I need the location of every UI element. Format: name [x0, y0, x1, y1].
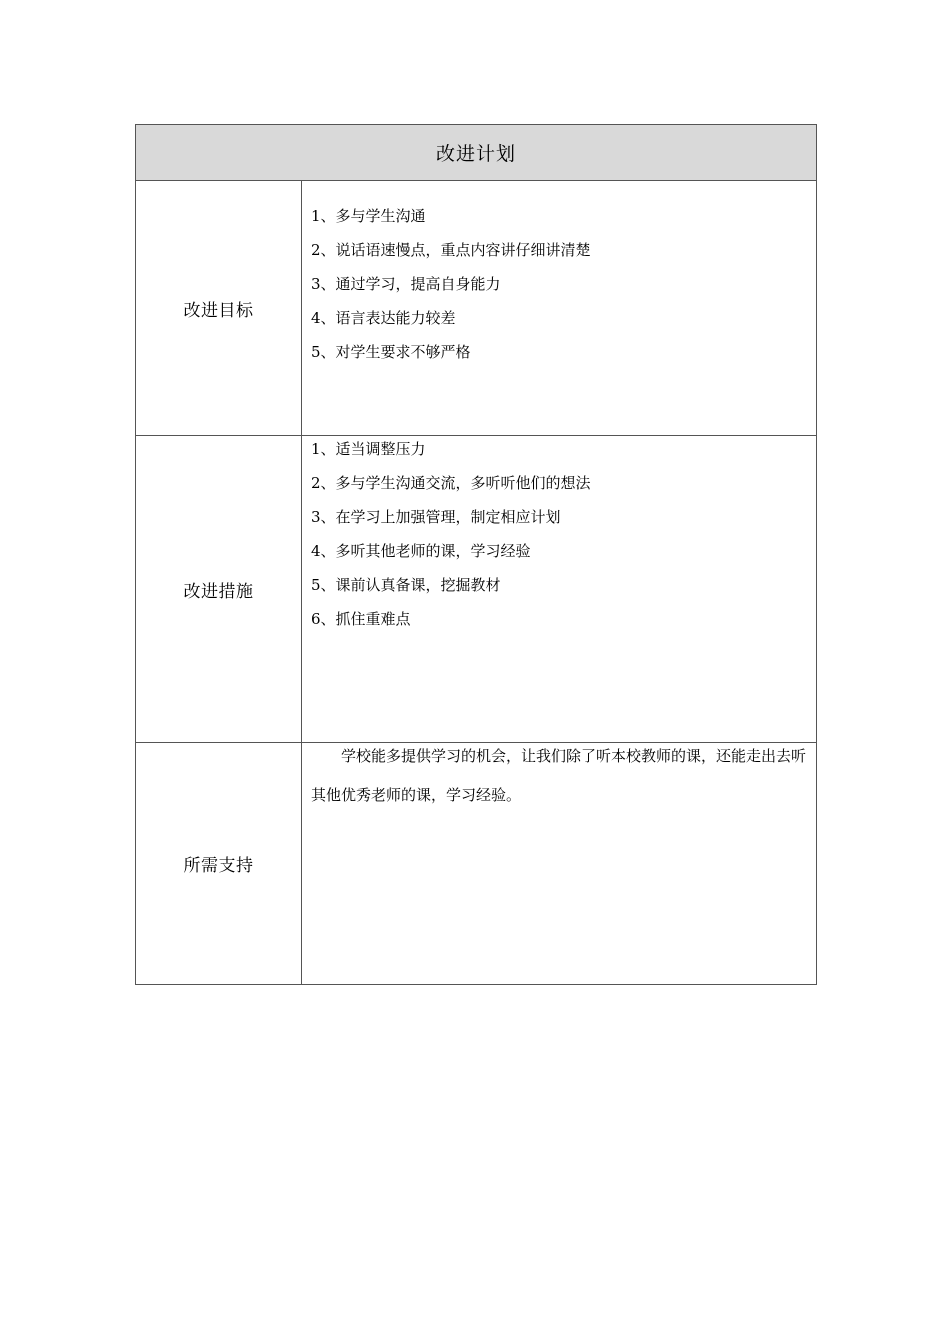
list-item: 6、抓住重难点 — [311, 610, 411, 628]
row-label-goals: 改进目标 — [136, 181, 302, 436]
row-label-measures: 改进措施 — [136, 436, 302, 743]
improvement-plan-table — [135, 124, 817, 985]
list-item: 4、多听其他老师的课，学习经验 — [311, 542, 531, 560]
list-item: 5、对学生要求不够严格 — [311, 343, 471, 361]
row-content-goals — [302, 181, 817, 436]
list-item: 1、多与学生沟通 — [311, 207, 426, 225]
list-item: 3、在学习上加强管理，制定相应计划 — [311, 508, 561, 526]
row-content-measures — [302, 436, 817, 743]
list-item: 5、课前认真备课，挖掘教材 — [311, 576, 501, 594]
row-label-support: 所需支持 — [136, 743, 302, 985]
list-item: 2、多与学生沟通交流，多听听他们的想法 — [311, 474, 591, 492]
list-item: 2、说话语速慢点，重点内容讲仔细讲清楚 — [311, 241, 591, 259]
measures-list — [302, 432, 816, 636]
goals-list — [302, 181, 816, 369]
table-title: 改进计划 — [136, 125, 817, 181]
table-row-support — [136, 743, 817, 985]
support-paragraph: 学校能多提供学习的机会，让我们除了听本校教师的课，还能走出去听其他优秀老师的课，学习经验。 — [311, 747, 807, 804]
table-row-goals — [136, 181, 817, 436]
row-content-support — [302, 743, 817, 985]
list-item: 1、适当调整压力 — [311, 440, 426, 458]
list-item: 4、语言表达能力较差 — [311, 309, 456, 327]
table-header-row — [136, 125, 817, 181]
list-item: 3、通过学习，提高自身能力 — [311, 275, 501, 293]
table-row-measures — [136, 436, 817, 743]
